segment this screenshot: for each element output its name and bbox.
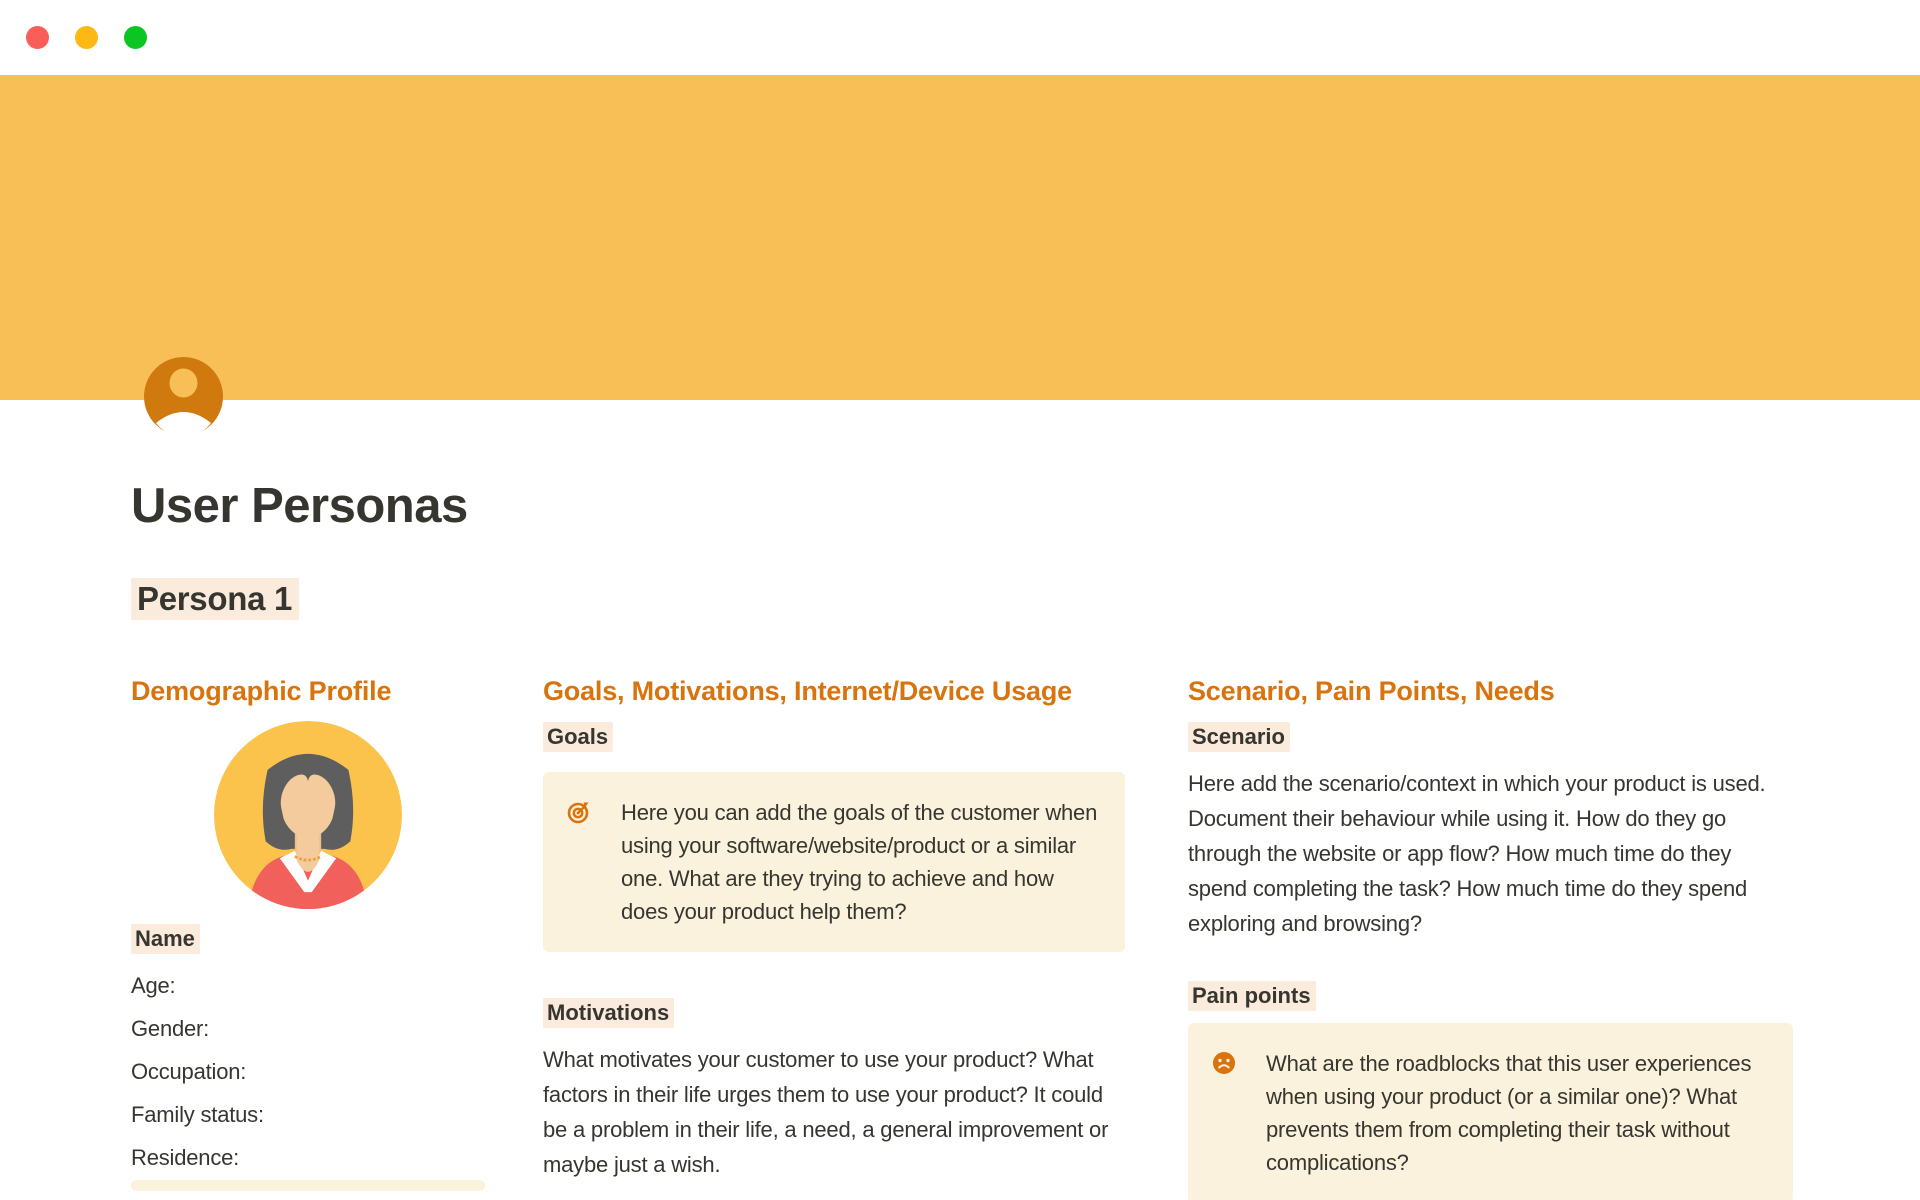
column-goals-motivations [543, 676, 1125, 1200]
page-cover-banner[interactable] [0, 75, 1920, 400]
sad-face-icon[interactable] [1212, 1051, 1236, 1075]
pain-points-label: Pain points [1188, 981, 1316, 1011]
page-title[interactable]: User Personas [131, 479, 468, 533]
person-icon[interactable] [144, 357, 223, 436]
minimize-window-button[interactable] [75, 26, 98, 49]
persona-heading-text: Persona 1 [131, 578, 299, 620]
pain-points-callout-text: What are the roadblocks that this user experiences when using your product (or a similar one)? What prevents them from completing their task without complications? [1266, 1051, 1752, 1175]
motivations-label-line[interactable] [543, 998, 1125, 1028]
name-label: Name [131, 924, 200, 954]
field-residence[interactable]: Residence: [131, 1145, 240, 1170]
target-icon[interactable] [567, 800, 591, 824]
persona-heading[interactable] [131, 578, 1800, 620]
zoom-window-button[interactable] [124, 26, 147, 49]
field-age[interactable]: Age: [131, 973, 176, 998]
field-family-status[interactable]: Family status: [131, 1102, 264, 1127]
persona-avatar-block[interactable] [131, 721, 485, 909]
cropped-callout[interactable] [131, 1180, 485, 1191]
pain-points-callout[interactable] [1188, 1023, 1793, 1200]
field-gender[interactable]: Gender: [131, 1016, 210, 1041]
scenario-paragraph[interactable]: Here add the scenario/context in which your product is used. Document their behaviour while using it. How do they go through the website or app flow? How much time do they spend completing the task? How much time do they spend exploring and browsing? [1188, 771, 1766, 936]
demographic-profile-heading[interactable]: Demographic Profile [131, 676, 392, 706]
name-label-line[interactable] [131, 924, 485, 954]
goals-label: Goals [543, 722, 613, 752]
goals-callout-text: Here you can add the goals of the customer when using your software/website/product or a similar one. What are they trying to achieve and how does your product help them? [621, 800, 1098, 924]
motivations-paragraph[interactable]: What motivates your customer to use your product? What factors in their life urges them to use your product? It could be a problem in their life, a need, a general improvement or maybe just a wish. [543, 1047, 1109, 1177]
goals-callout[interactable] [543, 772, 1125, 952]
motivations-label: Motivations [543, 998, 674, 1028]
woman-avatar-illustration [214, 721, 402, 909]
pain-points-label-line[interactable] [1188, 981, 1793, 1011]
goals-label-line[interactable] [543, 722, 1125, 752]
window-titlebar [0, 0, 1920, 75]
close-window-button[interactable] [26, 26, 49, 49]
column-demographic-profile [131, 676, 485, 1200]
scenario-label: Scenario [1188, 722, 1290, 752]
page-content [0, 478, 1920, 1200]
scenario-painpoints-heading[interactable]: Scenario, Pain Points, Needs [1188, 676, 1555, 706]
persona-columns [131, 676, 1800, 1200]
column-scenario-painpoints [1188, 676, 1793, 1200]
field-occupation[interactable]: Occupation: [131, 1059, 247, 1084]
goals-motivations-heading[interactable]: Goals, Motivations, Internet/Device Usage [543, 676, 1072, 706]
scenario-label-line[interactable] [1188, 722, 1793, 752]
